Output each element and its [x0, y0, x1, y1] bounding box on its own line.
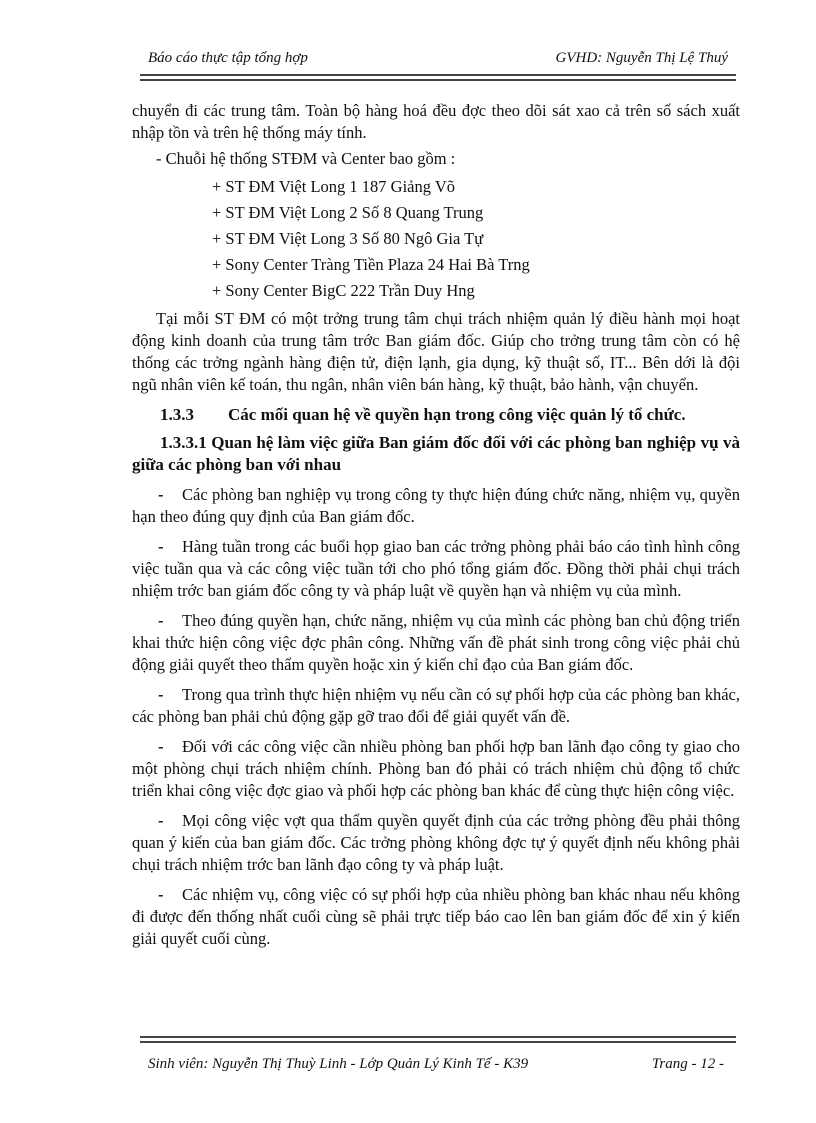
chain-intro: - Chuỗi hệ thống STĐM và Center bao gồm : [156, 149, 456, 168]
page-body [132, 100, 740, 958]
list-item: + ST ĐM Việt Long 2 Số 8 Quang Trung [212, 203, 484, 222]
header-report-title: Báo cáo thực tập tổng hợp [148, 50, 308, 66]
bullet-text: Trong qua trình thực hiện nhiệm vụ nếu cần có sự phối hợp của các phòng ban khác, các phòng ban phải chủ động gặp gỡ trao đổi để giải quyết vấn đề. [132, 685, 740, 726]
section-number: 1.3.3 [160, 405, 194, 424]
bullet-mark: - [158, 685, 164, 704]
list-item: + ST ĐM Việt Long 1 187 Giảng Võ [212, 177, 455, 196]
header-divider [140, 74, 736, 81]
bullet-paragraph [132, 810, 740, 876]
bullet-paragraph [132, 684, 740, 728]
bullet-paragraph [132, 884, 740, 950]
bullet-paragraph [132, 610, 740, 676]
header-supervisor: GVHD: Nguyễn Thị Lệ Thuý [555, 50, 728, 66]
footer-divider [140, 1036, 736, 1043]
bullet-text: Đối với các công việc cần nhiều phòng ban phối hợp ban lãnh đạo công ty giao cho một phòng chụi trách nhiệm chính. Phòng ban đó phải có trách nhiệm chủ động tổ chức triển khai công việc đợc giao và phối hợp các phòng ban khác để cùng thực hiện công việc. [132, 737, 740, 800]
page-number: Trang - 12 - [651, 1056, 724, 1072]
paragraph-management: Tại mỗi ST ĐM có một trởng trung tâm chụi trách nhiệm quản lý điều hành mọi hoạt động kinh doanh của trung tâm trớc Ban giám đốc. Giúp cho trởng trung tâm còn có hệ thống các trởng ngành hàng điện tử, điện lạnh, gia dụng, kỹ thuật số, IT... Bên dới là đội ngũ nhân viên kế toán, thu ngân, nhân viên bán hàng, kỹ thuật, bảo hành, vận chuyển. [132, 309, 740, 394]
bullet-text: Mọi công việc vợt qua thẩm quyền quyết định của các trởng phòng đều phải thông quan ý kiến của ban giám đốc. Các trởng phòng không đợc tự ý quyết định nếu không phải chụi trách nhiệm trớc ban lãnh đạo công ty và pháp luật. [132, 811, 740, 874]
bullet-paragraph [132, 536, 740, 602]
list-item: + ST ĐM Việt Long 3 Số 80 Ngô Gia Tự [212, 229, 484, 248]
bullet-mark: - [158, 737, 164, 756]
list-item: + Sony Center BigC 222 Trần Duy Hng [212, 281, 475, 300]
bullet-text: Hàng tuần trong các buổi họp giao ban các trởng phòng phải báo cáo tình hình công việc tuần qua và các công việc tuần tới cho phó tổng giám đốc. Đồng thời phải chụi trách nhiệm trớc ban giám đốc công ty và pháp luật về quyền hạn và nhiệm vụ của mình. [132, 537, 740, 600]
bullet-mark: - [158, 611, 164, 630]
bullet-paragraph [132, 484, 740, 528]
bullet-mark: - [158, 811, 164, 830]
section-title: Các mối quan hệ về quyền hạn trong công việc quản lý tổ chức. [228, 405, 686, 424]
bullet-mark: - [158, 485, 164, 504]
bullet-text: Các phòng ban nghiệp vụ trong công ty thực hiện đúng chức năng, nhiệm vụ, quyền hạn theo đúng quy định của Ban giám đốc. [132, 485, 740, 526]
bullet-paragraph [132, 736, 740, 802]
bullet-mark: - [158, 537, 164, 556]
paragraph-intro: chuyển đi các trung tâm. Toàn bộ hàng hoá đều đợc theo dõi sát xao cả trên số sách xuất nhập tồn và trên hệ thống máy tính. [132, 101, 740, 142]
chain-list [132, 174, 740, 304]
bullet-mark: - [158, 885, 164, 904]
section-heading-1-3-3 [160, 404, 740, 426]
footer-student: Sinh viên: Nguyễn Thị Thuỳ Linh - Lớp Quản Lý Kinh Tế - K39 [148, 1056, 529, 1072]
bullet-text: Theo đúng quyền hạn, chức năng, nhiệm vụ của mình các phòng ban chủ động triển khai thức hiện công việc đợc phân công. Những vấn đề phát sinh trong công việc phải chủ động giải quyết theo thẩm quyền hoặc xin ý kiến chỉ đạo của Ban giám đốc. [132, 611, 740, 674]
page-header [140, 50, 736, 72]
list-item: + Sony Center Tràng Tiền Plaza 24 Hai Bà Trng [212, 255, 530, 274]
page-footer [140, 1056, 736, 1078]
bullet-text: Các nhiệm vụ, công việc có sự phối hợp của nhiều phòng ban khác nhau nếu không đi được đến thống nhất cuối cùng sẽ phải trực tiếp báo cao lên ban giám đốc để xin ý kiến giải quyết cuối cùng. [132, 885, 740, 948]
subsection-heading-1-3-3-1: 1.3.3.1 Quan hệ làm việc giữa Ban giám đốc đối với các phòng ban nghiệp vụ và giữa các phòng ban với nhau [132, 433, 740, 474]
